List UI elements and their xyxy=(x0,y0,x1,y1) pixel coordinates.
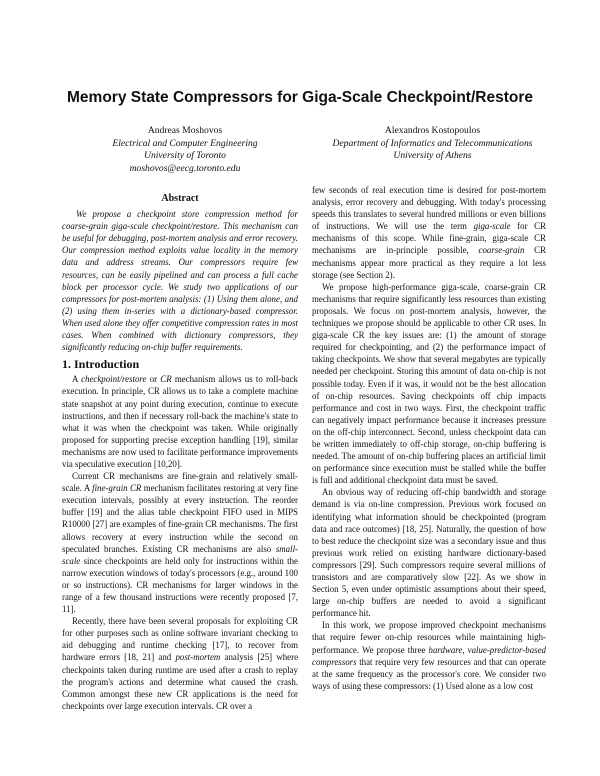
paper-title: Memory State Compressors for Giga-Scale Checkpoint/Restore xyxy=(67,89,533,106)
author-block-1 xyxy=(60,125,310,175)
author-institution: University of Athens xyxy=(393,150,472,162)
intro-paragraph-5: We propose high-performance giga-scale, coarse-grain CR mechanisms that require significantly less resources than existing proposals. We focus on post-mortem analysis, however, the techniques we propose should be applicable to other CR uses. In giga-scale CR the key issues are: (1) the amount of storage required for checkpointing, and (2) the performance impact of taking checkpoints. We show that several megabytes are typically needed per checkpoint. Storing this amount of data on-chip is not possible today. Even if it was, it would not be the best allocation of on-chip resources. Saving checkpoints off chip impacts performance and cost in two ways. First, the checkpoint traffic can negatively impact performance because it increases pressure on the off-chip interconnect. Second, unless checkpoint data can be written immediately to off-chip storage, on-chip buffering is needed. The amount of on-chip buffering places an artificial limit on performance since execution must be stalled while the buffer is full and additional checkpoint data must be saved. xyxy=(312,281,546,486)
author-affiliation: Electrical and Computer Engineering xyxy=(112,137,258,149)
author-block-2 xyxy=(320,125,545,163)
intro-paragraph-3: Recently, there have been several proposals for exploiting CR for other purposes such as online software invariant checking to aid debugging and runtime checking [17], to recover from hardware errors [18, 21] and post-mortem analysis [25] where checkpoints taken during runtime are used after a crash to replay the program's actions and determine what caused the crash. Common amongst these new CR applications is the need for checkpoints over large execution intervals. CR over a xyxy=(62,616,299,711)
right-column xyxy=(312,184,546,692)
abstract-heading: Abstract xyxy=(161,193,199,204)
author-institution: University of Toronto xyxy=(144,150,226,162)
abstract-text: We propose a checkpoint store compression method for coarse-grain giga-scale checkpoint/restore. This mechanism can be useful for debugging, post-mortem analysis and error recovery. Our compression method exploits value locality in the memory data and address streams. Our compressors require few resources, can be easily pipelined and can process a full cache block per processor cycle. We study two applications of our compressors for post-mortem analysis: (1) Using them alone, and (2) using them in-series with a dictionary-based compressor. When used alone they offer competitive compression rates in most cases. When combined with dictionary compressors, they significantly reducing on-chip buffer requirements. xyxy=(62,209,298,353)
intro-paragraph-4: few seconds of real execution time is desired for post-mortem analysis, error recovery and debugging. With today's processing speeds this translates to several hundred millions or even billions of instructions. We will use the term giga-scale for CR mechanisms of this scope. While fine-grain, giga-scale CR mechanisms are in-principle possible, coarse-grain CR mechanisms appear more practical as they require a lot less storage (see Section 2). xyxy=(312,185,547,280)
intro-paragraph-2: Current CR mechanisms are fine-grain and relatively small-scale. A fine-grain CR mechanism facilitates restoring at very fine execution intervals, possibly at every instruction. The reorder buffer [19] and the alias table checkpoint FIFO used in MIPS R10000 [27] are examples of fine-grain CR mechanisms. The first allows recovery at every instruction while the second on speculated branches. Existing CR mechanisms are also small-scale since checkpoints are held only for instructions within the narrow execution windows of today's processors (e.g., around 100 or so instructions). CR mechanisms for larger windows in the range of a few thousand instructions were recently proposed [7, 11]. xyxy=(62,471,298,615)
author-name: Andreas Moshovos xyxy=(147,125,223,136)
section-heading-introduction: 1. Introduction xyxy=(62,357,140,372)
left-column xyxy=(62,193,298,712)
intro-paragraph-6: An obvious way of reducing off-chip bandwidth and storage demand is via on-line compression. Previous work focused on identifying what information should be checkpointed (program data and race outcomes) [18, 25]. Naturally, the question of how to best reduce the checkpoint size was a secondary issue and thus previous work relied on existing hardware dictionary-based compressors [29]. Such compressors require several millions of transistors and are comparatively slow [22]. As we show in Section 5, even under optimistic assumptions about their speed, large on-chip buffers are needed to avoid a significant performance hit. xyxy=(312,487,546,619)
author-affiliation: Department of Informatics and Telecommunications xyxy=(332,137,533,149)
author-email: moshovos@eecg.toronto.edu xyxy=(129,162,241,174)
intro-paragraph-7: In this work, we propose improved checkpoint mechanisms that require fewer on-chip resources while maintaining high-performance. We propose three hardware, value-predictor-based compressors that require very few resources and that can operate at the same frequency as the processor's core. We consider two ways of using these compressors: (1) Used alone as a low cost xyxy=(312,620,546,691)
author-name: Alexandros Kostopoulos xyxy=(384,125,481,136)
intro-paragraph-1: A checkpoint/restore or CR mechanism allows us to roll-back execution. In principle, CR allows us to take a complete machine state snapshot at any point during execution, continue to execute instructions, and then if necessary roll-back the machine's state to what it was when the checkpoint was taken. While originally proposed for supporting precise exception handling [19], similar mechanisms are now used to facilitate performance improvements via speculative execution [10,20]. xyxy=(62,374,298,469)
